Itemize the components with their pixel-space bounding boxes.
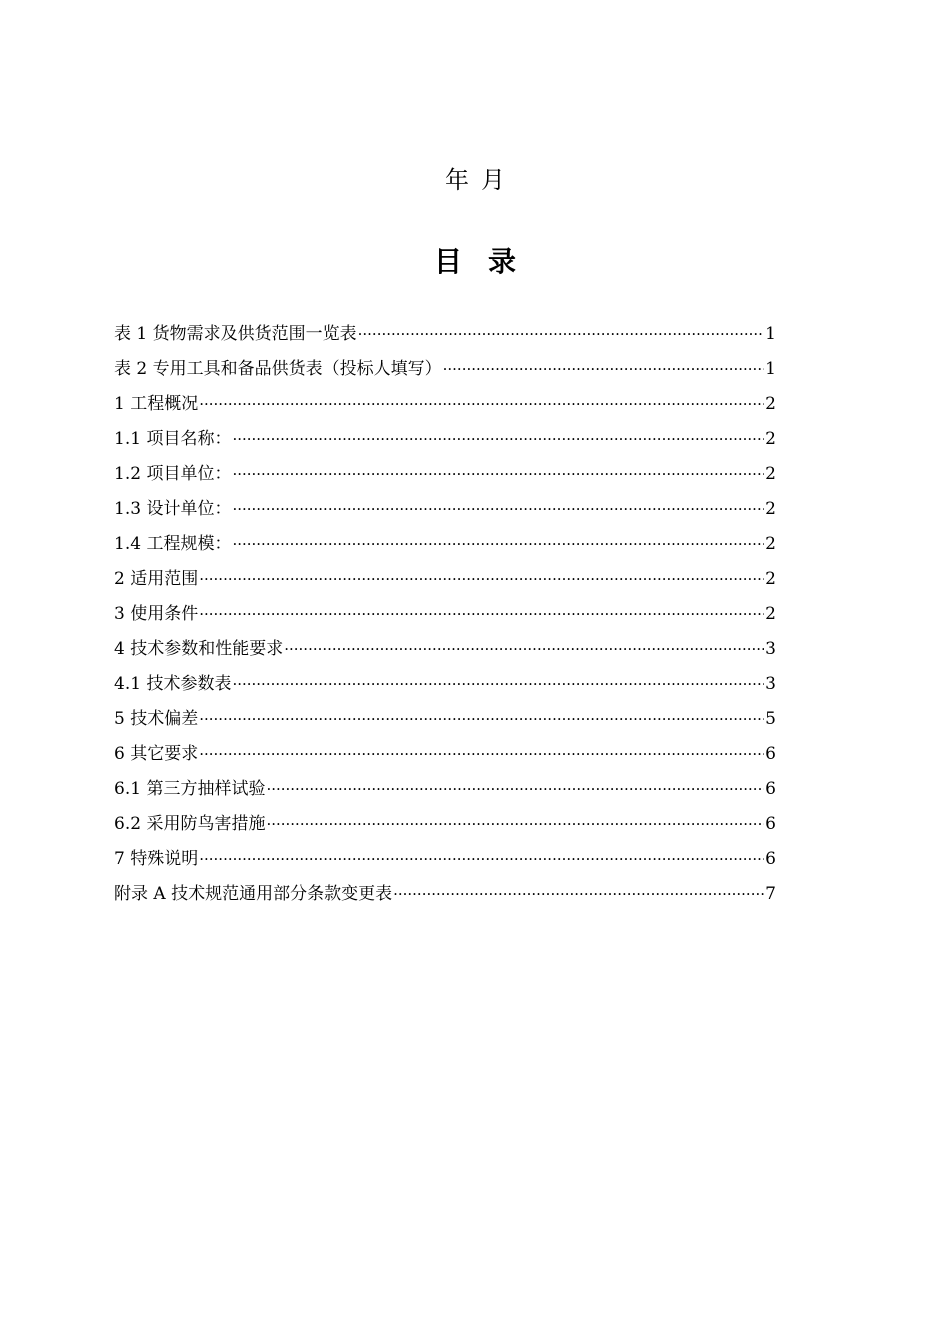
toc-leader bbox=[232, 460, 764, 488]
toc-item-page: 2 bbox=[765, 394, 776, 414]
toc-item-text: 1.2 项目单位： bbox=[114, 464, 232, 484]
toc-item-page: 6 bbox=[765, 779, 776, 799]
toc-item-text: 2 适用范围 bbox=[114, 569, 199, 589]
toc-item-page: 5 bbox=[765, 709, 776, 729]
toc-item[interactable] bbox=[114, 635, 776, 670]
toc-item-page: 2 bbox=[765, 499, 776, 519]
toc-item[interactable] bbox=[114, 845, 776, 880]
toc-leader bbox=[232, 495, 764, 523]
year-label: 年 bbox=[445, 166, 469, 194]
toc-item[interactable] bbox=[114, 600, 776, 635]
toc-leader bbox=[232, 530, 764, 558]
toc-item[interactable] bbox=[114, 880, 776, 915]
toc-leader bbox=[199, 845, 764, 873]
toc-list bbox=[114, 320, 776, 915]
toc-item[interactable] bbox=[114, 460, 776, 495]
toc-leader bbox=[232, 425, 764, 453]
toc-item-text: 1.1 项目名称： bbox=[114, 429, 232, 449]
toc-leader bbox=[199, 705, 764, 733]
toc-item-page: 2 bbox=[765, 464, 776, 484]
toc-item[interactable] bbox=[114, 425, 776, 460]
toc-leader bbox=[443, 355, 765, 383]
toc-item-text: 表 2 专用工具和备品供货表（投标人填写） bbox=[114, 359, 442, 379]
toc-item-page: 1 bbox=[765, 359, 776, 379]
toc-item-page: 7 bbox=[765, 884, 776, 904]
toc-item-page: 2 bbox=[765, 604, 776, 624]
toc-leader bbox=[232, 670, 764, 698]
toc-leader bbox=[358, 320, 765, 348]
toc-leader bbox=[199, 390, 764, 418]
toc-item[interactable] bbox=[114, 705, 776, 740]
toc-item[interactable] bbox=[114, 495, 776, 530]
toc-item-page: 3 bbox=[765, 674, 776, 694]
toc-item-text: 4.1 技术参数表 bbox=[114, 674, 232, 694]
month-label: 月 bbox=[481, 166, 505, 194]
toc-item-page: 3 bbox=[765, 639, 776, 659]
toc-item[interactable] bbox=[114, 775, 776, 810]
toc-leader bbox=[199, 740, 764, 768]
toc-leader bbox=[266, 810, 764, 838]
toc-item-page: 6 bbox=[765, 849, 776, 869]
toc-item-page: 6 bbox=[765, 814, 776, 834]
toc-item-text: 表 1 货物需求及供货范围一览表 bbox=[114, 324, 357, 344]
toc-item[interactable] bbox=[114, 320, 776, 355]
toc-item[interactable] bbox=[114, 565, 776, 600]
toc-item-text: 1.4 工程规模： bbox=[114, 534, 232, 554]
toc-item-text: 6 其它要求 bbox=[114, 744, 199, 764]
toc-leader bbox=[199, 600, 764, 628]
toc-item[interactable] bbox=[114, 670, 776, 705]
toc-title-part2: 录 bbox=[488, 245, 517, 278]
toc-item-text: 4 技术参数和性能要求 bbox=[114, 639, 284, 659]
toc-item-text: 1.3 设计单位： bbox=[114, 499, 232, 519]
toc-item-text: 1 工程概况 bbox=[114, 394, 199, 414]
toc-item[interactable] bbox=[114, 530, 776, 565]
toc-title bbox=[0, 242, 950, 282]
toc-item-page: 2 bbox=[765, 429, 776, 449]
toc-leader bbox=[199, 565, 764, 593]
toc-leader bbox=[393, 880, 764, 908]
toc-item-text: 5 技术偏差 bbox=[114, 709, 199, 729]
toc-item-page: 1 bbox=[765, 324, 776, 344]
toc-item-page: 6 bbox=[765, 744, 776, 764]
toc-item[interactable] bbox=[114, 390, 776, 425]
toc-leader bbox=[284, 635, 764, 663]
toc-item[interactable] bbox=[114, 740, 776, 775]
toc-item-text: 附录 A 技术规范通用部分条款变更表 bbox=[114, 884, 393, 904]
date-line bbox=[0, 164, 950, 196]
toc-item[interactable] bbox=[114, 810, 776, 845]
toc-item-page: 2 bbox=[765, 534, 776, 554]
toc-item-page: 2 bbox=[765, 569, 776, 589]
toc-item[interactable] bbox=[114, 355, 776, 390]
toc-item-text: 3 使用条件 bbox=[114, 604, 199, 624]
toc-item-text: 6.2 采用防鸟害措施 bbox=[114, 814, 266, 834]
toc-item-text: 7 特殊说明 bbox=[114, 849, 199, 869]
toc-title-part1: 目 bbox=[433, 245, 462, 278]
toc-item-text: 6.1 第三方抽样试验 bbox=[114, 779, 266, 799]
toc-leader bbox=[266, 775, 764, 803]
